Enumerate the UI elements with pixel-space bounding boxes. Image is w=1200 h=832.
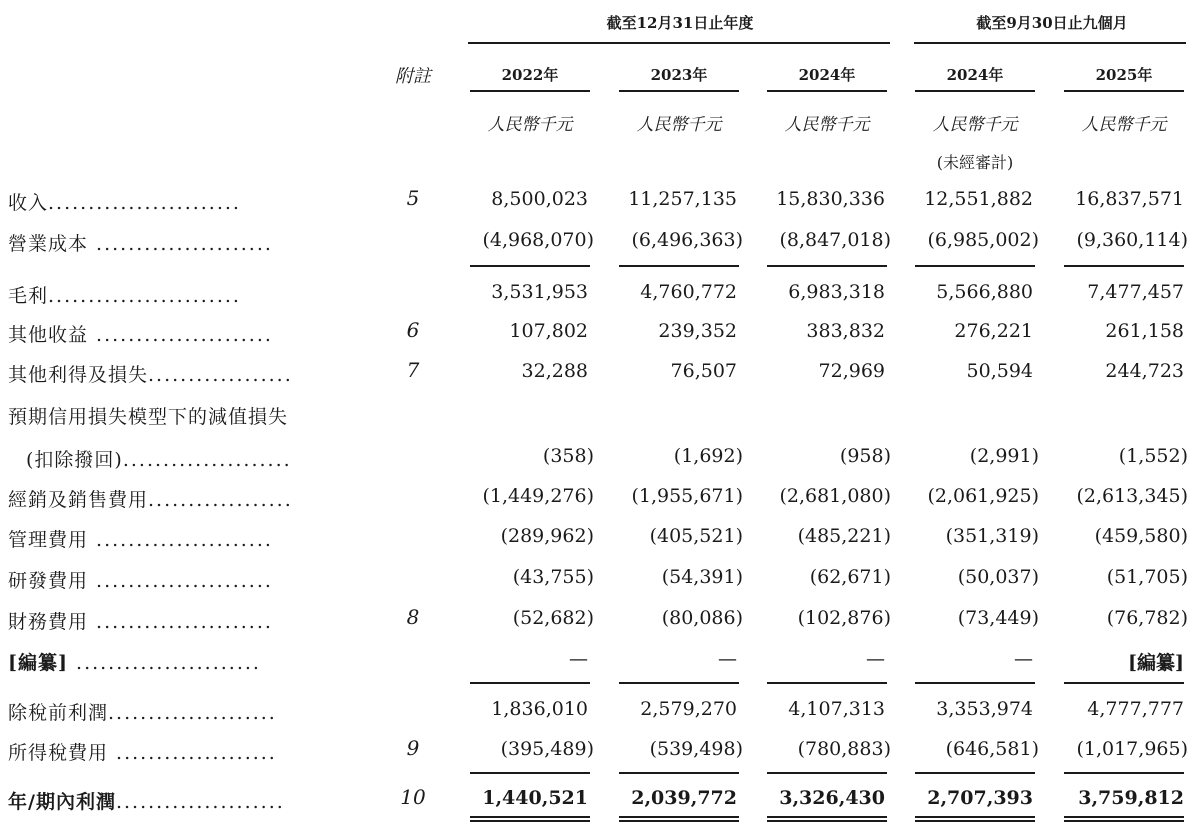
value-gross-profit-2024: 6,983,318 (788, 281, 885, 303)
value-cost-of-sales-2022: (4,968,070) (482, 229, 594, 251)
subtotal-rule-2024 (767, 265, 887, 267)
double-rule-top-2024-9m (915, 816, 1035, 818)
value-pbt-2025-9m: 4,777,777 (1087, 698, 1184, 720)
row-label-redacted: [編纂] ....................... (8, 652, 261, 674)
value-gross-profit-2022: 3,531,953 (491, 281, 588, 303)
value-admin-2022: (289,962) (500, 525, 594, 547)
value-ecl-2024: (958) (839, 445, 891, 467)
value-net-2023: 2,039,772 (631, 787, 737, 809)
double-rule-top-2025-9m (1064, 816, 1184, 818)
value-ecl-2023: (1,692) (673, 445, 743, 467)
header-nine-month-period: 截至9月30日止九個月 (976, 14, 1128, 32)
value-cost-of-sales-2025-9m: (9,360,114) (1076, 229, 1188, 251)
value-rnd-2024: (62,671) (809, 566, 891, 588)
row-label-revenue: 收入........................ (8, 192, 241, 214)
value-selling-2024-9m: (2,061,925) (927, 485, 1039, 507)
pretax-rule-2024-9m (915, 682, 1035, 684)
value-redacted-2022: — (569, 648, 588, 670)
value-pbt-2024-9m: 3,353,974 (936, 698, 1033, 720)
net-rule-2023 (619, 772, 739, 774)
value-net-2024: 3,326,430 (779, 787, 885, 809)
value-selling-2025-9m: (2,613,345) (1076, 485, 1188, 507)
value-other-income-2023: 239,352 (658, 320, 737, 342)
row-label-admin-expenses: 管理費用 ...................... (8, 529, 273, 551)
double-rule-top-2023 (619, 816, 739, 818)
net-rule-2024-9m (915, 772, 1035, 774)
value-tax-2023: (539,498) (649, 738, 743, 760)
header-nine-month-rule (914, 42, 1186, 44)
unit-2023: 人民幣千元 (636, 115, 722, 135)
unit-2024-nine-months: 人民幣千元 (932, 115, 1018, 135)
subtotal-rule-2024-9m (915, 265, 1035, 267)
value-cost-of-sales-2024: (8,847,018) (779, 229, 891, 251)
pretax-rule-2024 (767, 682, 887, 684)
unit-2022: 人民幣千元 (487, 115, 573, 135)
net-rule-2025-9m (1064, 772, 1184, 774)
value-other-gains-2024: 72,969 (818, 360, 885, 382)
row-note-profit-for-period: 10 (400, 785, 426, 809)
value-other-gains-2024-9m: 50,594 (966, 360, 1033, 382)
value-other-income-2022: 107,802 (509, 320, 588, 342)
value-rnd-2025-9m: (51,705) (1106, 566, 1188, 588)
value-ecl-2024-9m: (2,991) (969, 445, 1039, 467)
value-admin-2023: (405,521) (649, 525, 743, 547)
value-ecl-2022: (358) (542, 445, 594, 467)
double-rule-bottom-2023 (619, 820, 739, 822)
year-rule-2024-nine-months (915, 90, 1035, 92)
row-note-revenue: 5 (406, 186, 420, 210)
value-tax-2024: (780,883) (797, 738, 891, 760)
row-label-finance-costs: 財務費用 ...................... (8, 611, 273, 633)
net-rule-2022 (470, 772, 590, 774)
value-net-2022: 1,440,521 (482, 787, 588, 809)
row-label-other-income: 其他收益 ...................... (8, 324, 273, 346)
year-header-2025-nine-months: 2025年 (1095, 66, 1153, 84)
double-rule-bottom-2022 (470, 820, 590, 822)
row-label-income-tax: 所得稅費用 .................... (8, 742, 277, 764)
value-finance-2025-9m: (76,782) (1106, 607, 1188, 629)
double-rule-bottom-2024 (767, 820, 887, 822)
value-gross-profit-2023: 4,760,772 (640, 281, 737, 303)
value-gross-profit-2024-9m: 5,566,880 (936, 281, 1033, 303)
unaudited-note: (未經審計) (936, 153, 1014, 172)
value-cost-of-sales-2024-9m: (6,985,002) (927, 229, 1039, 251)
year-rule-2024 (767, 90, 887, 92)
value-revenue-2024-9m: 12,551,882 (924, 188, 1033, 210)
value-tax-2024-9m: (646,581) (945, 738, 1039, 760)
row-note-other-gains-losses: 7 (406, 358, 420, 382)
row-label-other-gains-losses: 其他利得及損失.................. (8, 364, 293, 386)
row-note-finance-costs: 8 (406, 605, 420, 629)
value-pbt-2023: 2,579,270 (640, 698, 737, 720)
value-admin-2024: (485,221) (797, 525, 891, 547)
value-redacted-2023: — (718, 648, 737, 670)
value-other-gains-2025-9m: 244,723 (1105, 360, 1184, 382)
value-net-2024-9m: 2,707,393 (927, 787, 1033, 809)
year-header-2024-nine-months: 2024年 (946, 66, 1004, 84)
value-admin-2025-9m: (459,580) (1094, 525, 1188, 547)
value-revenue-2023: 11,257,135 (628, 188, 737, 210)
value-rnd-2024-9m: (50,037) (957, 566, 1039, 588)
value-revenue-2025-9m: 16,837,571 (1075, 188, 1184, 210)
subtotal-rule-2025-9m (1064, 265, 1184, 267)
value-net-2025-9m: 3,759,812 (1078, 787, 1184, 809)
value-finance-2023: (80,086) (661, 607, 743, 629)
value-finance-2022: (52,682) (512, 607, 594, 629)
net-rule-2024 (767, 772, 887, 774)
row-label-net-of-reversal: (扣除撥回)..................... (26, 449, 292, 471)
unit-2024: 人民幣千元 (784, 115, 870, 135)
value-other-gains-2022: 32,288 (521, 360, 588, 382)
value-pbt-2024: 4,107,313 (788, 698, 885, 720)
year-rule-2025-nine-months (1064, 90, 1184, 92)
value-ecl-2025-9m: (1,552) (1118, 445, 1188, 467)
value-tax-2025-9m: (1,017,965) (1076, 738, 1188, 760)
double-rule-bottom-2025-9m (1064, 820, 1184, 822)
double-rule-bottom-2024-9m (915, 820, 1035, 822)
year-header-2022: 2022年 (501, 66, 559, 84)
pretax-rule-2023 (619, 682, 739, 684)
value-redacted-2025-9m: [編纂] (1128, 652, 1184, 674)
value-redacted-2024: — (866, 648, 885, 670)
header-annual-period: 截至12月31日止年度 (606, 14, 754, 32)
subtotal-rule-2023 (619, 265, 739, 267)
unit-2025-nine-months: 人民幣千元 (1081, 115, 1167, 135)
value-admin-2024-9m: (351,319) (945, 525, 1039, 547)
value-other-income-2024-9m: 276,221 (954, 320, 1033, 342)
value-other-income-2025-9m: 261,158 (1105, 320, 1184, 342)
double-rule-top-2022 (470, 816, 590, 818)
value-revenue-2022: 8,500,023 (491, 188, 588, 210)
value-selling-2024: (2,681,080) (779, 485, 891, 507)
value-finance-2024: (102,876) (797, 607, 891, 629)
row-label-gross-profit: 毛利........................ (8, 285, 241, 307)
year-rule-2023 (619, 90, 739, 92)
value-redacted-2024-9m: — (1014, 648, 1033, 670)
value-finance-2024-9m: (73,449) (957, 607, 1039, 629)
row-label-cost-of-sales: 營業成本 ...................... (8, 233, 273, 255)
double-rule-top-2024 (767, 816, 887, 818)
value-other-income-2024: 383,832 (806, 320, 885, 342)
row-label-profit-before-tax: 除稅前利潤..................... (8, 702, 277, 724)
row-note-income-tax: 9 (406, 736, 420, 760)
row-label-distribution-selling: 經銷及銷售費用.................. (8, 489, 293, 511)
value-pbt-2022: 1,836,010 (491, 698, 588, 720)
pretax-rule-2025-9m (1064, 682, 1184, 684)
row-label-rnd-expenses: 研發費用 ...................... (8, 570, 273, 592)
year-header-2024: 2024年 (798, 66, 856, 84)
value-other-gains-2023: 76,507 (670, 360, 737, 382)
pretax-rule-2022 (470, 682, 590, 684)
row-note-other-income: 6 (406, 318, 420, 342)
value-selling-2023: (1,955,671) (631, 485, 743, 507)
row-label-ecl-impairment: 預期信用損失模型下的減值損失 (8, 406, 289, 428)
year-header-2023: 2023年 (650, 66, 708, 84)
note-column-heading: 附註 (395, 66, 431, 87)
value-rnd-2023: (54,391) (661, 566, 743, 588)
subtotal-rule-2022 (470, 265, 590, 267)
value-revenue-2024: 15,830,336 (776, 188, 885, 210)
value-tax-2022: (395,489) (500, 738, 594, 760)
year-rule-2022 (470, 90, 590, 92)
value-gross-profit-2025-9m: 7,477,457 (1087, 281, 1184, 303)
value-cost-of-sales-2023: (6,496,363) (631, 229, 743, 251)
value-rnd-2022: (43,755) (512, 566, 594, 588)
header-annual-rule (468, 42, 890, 44)
value-selling-2022: (1,449,276) (482, 485, 594, 507)
row-label-profit-for-period: 年/期內利潤..................... (8, 791, 285, 813)
